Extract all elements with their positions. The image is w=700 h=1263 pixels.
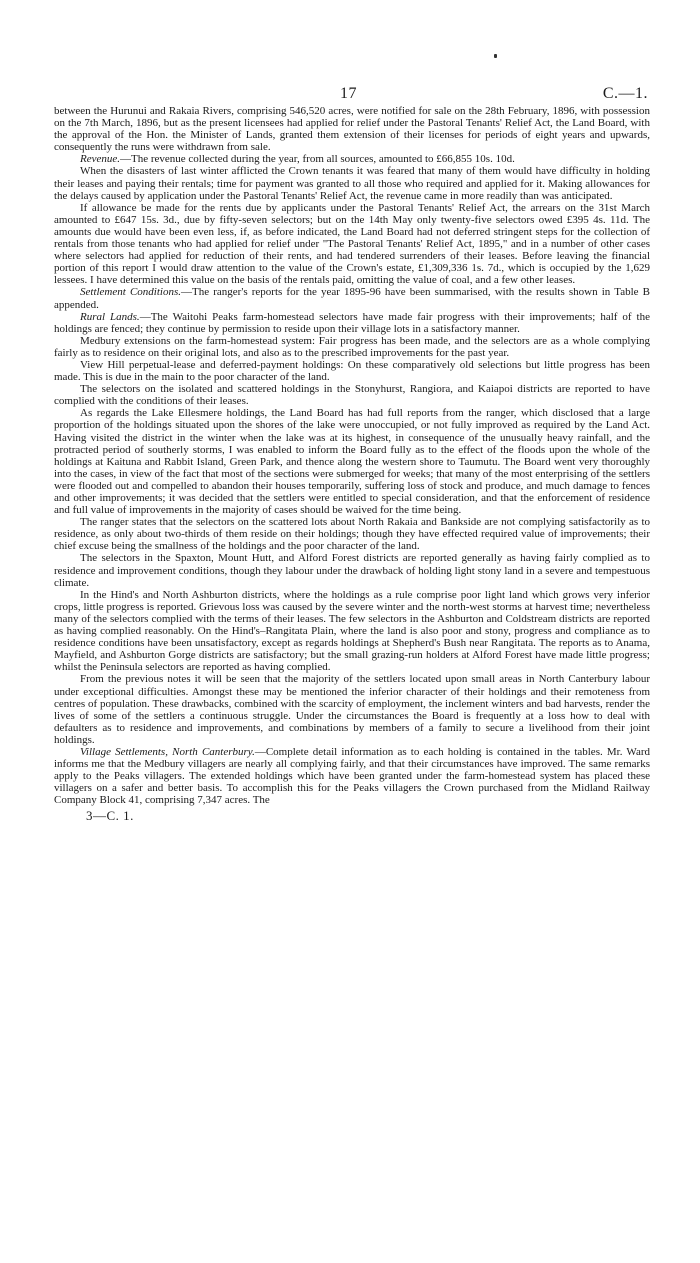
paragraph-text: The selectors in the Spaxton, Mount Hutt, and Alford Forest districts are reported generally as having fairly complied as to residence and improvement conditions, though they labour under the drawback of holding light stony land in a severe and tempestuous climate.	[54, 552, 650, 589]
paragraph-text: If allowance be made for the rents due by applicants under the Pastoral Tenants' Relief Act, the arrears on the 31st March amounted to £647 15s. 3d., due by fifty-seven selectors; but on the 14th May only twenty-five selectors owed £395 4s. 11d. The amounts due would have been even less, if, as before indicated, the Land Board had not deferred stringent steps for the collection of rentals from those tenants who had applied for relief under "The Pastoral Tenants' Relief Act, 1895," and in a number of other cases where selectors had applied for reduction of their rents, and had tendered surrenders of their leases. Before leaving the financial portion of this report I would draw attention to the value of the Crown's estate, £1,309,336 1s. 7d., which is occupied by the 1,629 lessees. I have determined this value on the basis of the rentals paid, omitting the value of coal, and a few other leases.	[54, 201, 650, 287]
paragraph	[54, 383, 650, 407]
paragraph	[54, 202, 650, 287]
report-body	[54, 105, 650, 806]
section-heading: Settlement Conditions.	[80, 286, 181, 299]
paragraph-text: Medbury extensions on the farm-homestead system: Fair progress has been made, and the selectors are as a whole complying fairly as to residence on their original lots, and also as to the prescribed improvements for the past year.	[54, 334, 650, 359]
section-heading: Revenue.	[80, 153, 120, 166]
document-code: C.—1.	[602, 85, 648, 102]
section-heading: Rural Lands.	[80, 310, 140, 323]
paragraph-text: When the disasters of last winter afflicted the Crown tenants it was feared that many of them would have difficulty in holding their leases and paying their rentals; time for payment was granted to all those who required and applied for it. Making allowances for the delays caused by application under the Pastoral Tenants' Relief Act, the revenue came in more readily than was anticipated.	[54, 165, 650, 202]
paragraph	[54, 335, 650, 359]
page-header	[54, 0, 650, 105]
paragraph-text: From the previous notes it will be seen that the majority of the settlers located upon small areas in North Canterbury labour under exceptional difficulties. Amongst these may be mentioned the inferior character of their holdings and their remoteness from centres of population. These drawbacks, combined with the scarcity of employment, the inclement winters and bad harvests, render the lives of some of the settlers a continuous struggle. Under the circumstances the Board is frequently at a loss how to deal with defaulters as to residence and improvements, and combinations by members of a family to secure a livelihood from their joint holdings.	[54, 673, 650, 746]
paragraph-text: The selectors on the isolated and scattered holdings in the Stonyhurst, Rangiora, and Kaiapoi districts are reported to have complied with the conditions of their leases.	[54, 383, 650, 408]
paragraph-text: —Complete detail information as to each holding is contained in the tables. Mr. Ward informs me that the Medbury villagers are nearly all complying fairly, and that their circumstances have improved. The same remarks apply to the Peaks villagers. The extended holdings which have been granted under the farm-homestead system has placed these villagers on a safer and better basis. To accomplish this for the Peaks villagers the Crown purchased from the Midland Railway Company Block 41, comprising 7,347 acres. The	[54, 745, 650, 807]
paragraph	[54, 552, 650, 588]
paragraph-text: In the Hind's and North Ashburton districts, where the holdings as a rule comprise poor light land which grows very inferior crops, little progress is reported. Grievous loss was caused by the severe winter and the north-west storms at harvest time; nevertheless many of the selectors complied with the terms of their leases. The few selectors in the Ashburton and Coldstream districts are reported as having complied reasonably. On the Hind's–Rangitata Plain, where the land is also poor and stony, progress and compliance as to residence conditions have been unsatisfactory, except as regards holdings at Shepherd's Bush near Rangitata. The reports as to Anama, Mayfield, and Ashburton Gorge districts are satisfactory; but the small grazing-run holders at Alford Forest have made little progress; whilst the Peninsula selectors are reported as having complied.	[54, 588, 650, 674]
paragraph	[54, 359, 650, 383]
paragraph	[54, 516, 650, 552]
paragraph-text: As regards the Lake Ellesmere holdings, the Land Board has had full reports from the ranger, which disclosed that a large proportion of the holdings situated upon the shores of the lake were unoccupied, or not fully improved as required by the Land Act. Having visited the district in the winter when the lake was at its highest, in consequence of the unusually heavy rainfall, and the protracted period of southerly storms, I was enabled to inform the Board fully as to the effect of the floods upon the whole of the holdings at Kaituna and Rabbit Island, Green Park, and thence along the western shore to Taumutu. The Board went very thoroughly into the cases, in view of the fact that most of the sections were submerged for weeks; that many of the most enterprising of the settlers were flooded out and compelled to abandon their houses temporarily, suffering loss of stock and produce, and much damage to fences and other improvements; it was decided that the settlers were entitled to special consideration, and that the enforcement of residence and full value of improvements in the majority of cases should be waived for the time being.	[54, 407, 650, 517]
paragraph	[54, 746, 650, 806]
paragraph-text: View Hill perpetual-lease and deferred-payment holdings: On these comparatively old selections but little progress has been made. This is due in the main to the poor character of the land.	[54, 358, 650, 384]
paragraph	[54, 105, 650, 153]
paragraph-text: —The Waitohi Peaks farm-homestead selectors have made fair progress with their improvements; half of the holdings are fenced; they continue by permission to reside upon their village lots in a satisfactory manner.	[54, 310, 650, 335]
paragraph	[54, 407, 650, 516]
page-number: 17	[340, 85, 357, 102]
paragraph-text: The ranger states that the selectors on the scattered lots about North Rakaia and Bankside are not complying satisfactorily as to residence, as only about two-thirds of them reside on their holdings; though they have effected required value of improvements; their chief excuse being the smallness of the holdings and the poor character of the land.	[54, 516, 650, 553]
paragraph	[54, 589, 650, 674]
paragraph	[54, 311, 650, 335]
section-heading: Village Settlements, North Canterbury.	[80, 745, 255, 758]
paragraph-text: —The ranger's reports for the year 1895-96 have been summarised, with the results shown in Table B appended.	[54, 286, 650, 311]
signature-mark: 3—C. 1.	[86, 808, 134, 824]
paragraph	[54, 165, 650, 201]
paragraph	[54, 153, 650, 165]
paragraph-text: —The revenue collected during the year, from all sources, amounted to £66,855 10s. 10d.	[120, 153, 515, 166]
paragraph	[54, 286, 650, 310]
paragraph	[54, 673, 650, 746]
paragraph-text: between the Hurunui and Rakaia Rivers, comprising 546,520 acres, were notified for sale on the 28th February, 1896, with possession on the 7th March, 1896, but as the present licensees had applied for relief under the Pastoral Tenants' Relief Act, the Land Board, with the approval of the Hon. the Minister of Lands, granted them extension of their licenses for periods of eight years and upwards, consequently the runs were withdrawn from sale.	[54, 105, 650, 154]
